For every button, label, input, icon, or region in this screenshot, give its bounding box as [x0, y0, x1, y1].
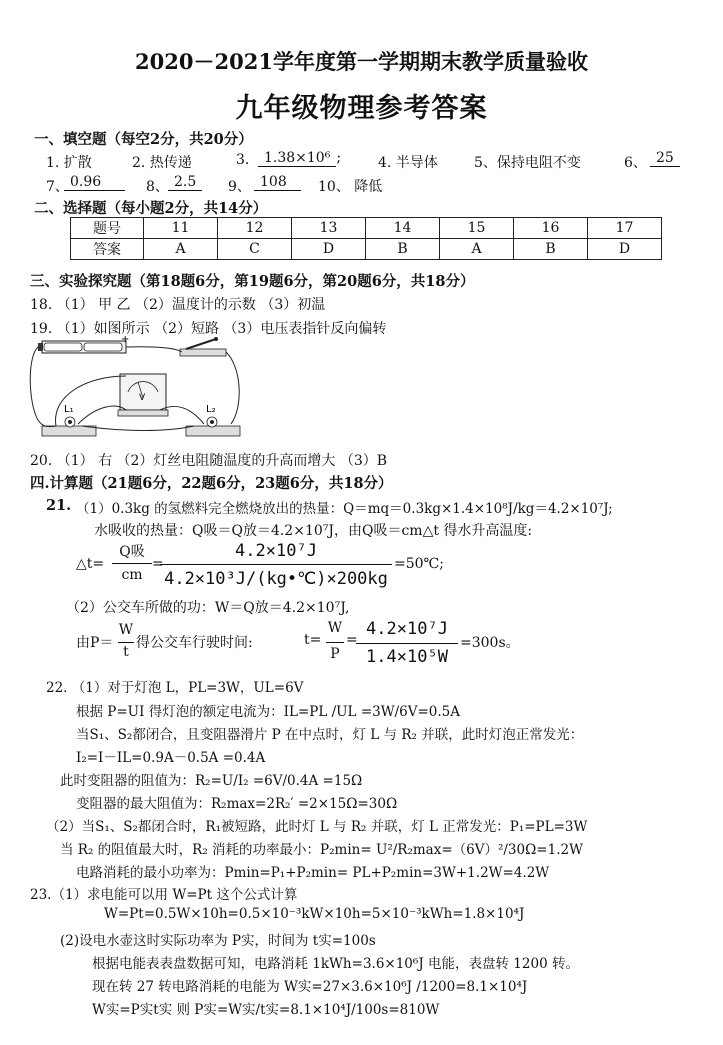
- choice-answer-table: [70, 217, 662, 260]
- table-header-cell: 题号: [71, 218, 144, 239]
- answer-q1: 1. 扩散: [46, 155, 92, 171]
- answer-q4: 4. 半导体: [378, 155, 438, 171]
- table-cell: A: [144, 239, 218, 260]
- answer-q7-value: 0.96: [64, 174, 125, 191]
- q23-line-5: 现在转 27 转电路消耗的电能为 W实=27×3.6×10⁶J /1200=8.1×10⁴J: [92, 979, 528, 995]
- answer-q9-value: 108: [254, 174, 301, 191]
- table-header-cell: 答案: [71, 239, 144, 260]
- fraction-line: [326, 642, 344, 643]
- formula-1-denominator-1: cm: [121, 567, 143, 583]
- switch-icon: [180, 337, 226, 356]
- answer-q7-label: 7、: [46, 179, 69, 195]
- voltmeter-label: V: [139, 393, 146, 403]
- q22-line-3: 当S₁、S₂都闭合，且变阻器滑片 P 在中点时，灯 L 与 R₂ 并联，此时灯泡正常发光：: [76, 727, 584, 743]
- fraction-line: [118, 642, 134, 643]
- q22-line-6: 变阻器的最大阻值为：R₂max=2R₂′ =2×15Ω=30Ω: [76, 796, 398, 812]
- table-cell: D: [292, 239, 366, 260]
- section-heading-choice: 二、选择题（每小题2分，共14分）: [34, 200, 268, 217]
- q23-line-1: 23.（1）求电能可以用 W=Pt 这个公式计算: [30, 887, 298, 903]
- answer-q3-label: 3.: [236, 152, 250, 168]
- table-cell: D: [588, 239, 662, 260]
- lamp-l2-icon: [186, 417, 240, 436]
- formula-delta-t-lhs: △t=: [76, 556, 105, 572]
- q23-line-4: 根据电能表表盘数据可知，电路消耗 1kWh=3.6×10⁶J 电能，表盘转 1200 转。: [92, 956, 579, 972]
- formula-2-text-a: 由P＝: [76, 635, 114, 651]
- answer-q8-value: 2.5: [168, 174, 202, 191]
- formula-2-denominator-3: 1.4×10⁵W: [366, 647, 448, 667]
- formula-2-numerator-2: W: [327, 620, 343, 636]
- fraction-line: [356, 643, 458, 644]
- circuit-diagram: [26, 336, 248, 444]
- answer-q6-label: 6、: [624, 155, 647, 171]
- fraction-line: [160, 564, 392, 565]
- formula-2-denominator-2: P: [330, 646, 340, 662]
- table-row-answers: [71, 239, 662, 260]
- answer-q8-label: 8、: [146, 179, 169, 195]
- table-cell: 11: [144, 218, 218, 239]
- answer-q3: [258, 150, 341, 167]
- section-heading-fill-in: 一、填空题（每空2分，共20分）: [34, 131, 253, 148]
- q21-line-1: （1）0.3kg 的氢燃料完全燃烧放出的热量：Q＝mq＝0.3kg×1.4×10⁸J/kg＝4.2×10⁷J;: [76, 501, 613, 517]
- table-cell: 14: [366, 218, 440, 239]
- answer-q9-label: 9、: [228, 179, 251, 195]
- q23-line-3: (2)设电水壶这时实际功率为 P实，时间为 t实=100s: [60, 933, 376, 949]
- answer-q5: 5、保持电阻不变: [474, 155, 581, 171]
- q22-line-2: 根据 P=UI 得灯泡的额定电流为：IL=PL /UL =3W/6V=0.5A: [76, 704, 461, 720]
- battery-icon: [38, 341, 126, 353]
- formula-2-denominator-1: t: [123, 644, 129, 660]
- formula-2-numerator-3: 4.2×10⁷J: [366, 619, 448, 639]
- formula-2-text-c: t=: [304, 632, 322, 648]
- q22-line-8: 当 R₂ 的阻值最大时，R₂ 消耗的功率最小：P₂min= U²/R₂max=（6V）²/30Ω=1.2W: [60, 842, 583, 858]
- q22-line-5: 此时变阻器的阻值为：R₂=U/I₂ =6V/0.4A =15Ω: [60, 773, 363, 789]
- formula-2-text-b: 得公交车行驶时间:: [136, 635, 253, 651]
- question-21-number: 21.: [46, 497, 72, 514]
- q21-line-2: 水吸收的热量：Q吸＝Q放＝4.2×10⁷J，由Q吸＝cm△t 得水升高温度:: [94, 523, 533, 539]
- formula-1-equals: =: [152, 556, 164, 572]
- table-cell: A: [440, 239, 514, 260]
- answer-q2: 2. 热传递: [132, 155, 192, 171]
- formula-1-result: =50℃;: [394, 556, 444, 572]
- section-heading-calculation: 四.计算题（21题6分，22题6分，23题6分，共18分）: [30, 475, 393, 492]
- table-cell: 16: [514, 218, 588, 239]
- q21-line-3: （2）公交车所做的功：W＝Q放＝4.2×10⁷J,: [66, 600, 350, 616]
- answer-q18: 18. （1） 甲 乙 （2）温度计的示数 （3）初温: [30, 297, 326, 313]
- lamp-l2-label: L₂: [206, 404, 216, 415]
- battery-plus-label: +: [121, 336, 130, 345]
- table-cell: B: [514, 239, 588, 260]
- formula-1-denominator-2: 4.2×10³J/(kg•℃)×200kg: [164, 569, 388, 589]
- table-cell: 12: [218, 218, 292, 239]
- page-title: 2020－2021学年度第一学期期末教学质量验收: [135, 49, 588, 74]
- table-cell: B: [366, 239, 440, 260]
- q22-line-1: 22. （1）对于灯泡 L，PL=3W，UL=6V: [46, 680, 304, 696]
- section-heading-experiment: 三、实验探究题（第18题6分，第19题6分，第20题6分，共18分）: [30, 273, 475, 290]
- table-cell: 13: [292, 218, 366, 239]
- answer-q8: [168, 174, 202, 191]
- answer-q7: [64, 174, 125, 191]
- formula-1-numerator-1: Q吸: [119, 544, 145, 560]
- answer-q9: [254, 174, 301, 191]
- table-cell: C: [218, 239, 292, 260]
- q23-line-2: W=Pt=0.5W×10h=0.5×10⁻³kW×10h=5×10⁻³kWh=1.8×10⁴J: [104, 906, 525, 922]
- page-subtitle: 九年级物理参考答案: [235, 93, 488, 124]
- q22-line-9: 电路消耗的最小功率为：Pmin=P₁+P₂min= PL+P₂min=3W+1.2W=4.2W: [76, 865, 550, 881]
- table-cell: 15: [440, 218, 514, 239]
- fraction-line: [112, 563, 152, 564]
- q22-line-4: I₂=I－IL=0.9A－0.5A =0.4A: [76, 750, 266, 766]
- table-cell: 17: [588, 218, 662, 239]
- table-row-numbers: [71, 218, 662, 239]
- lamp-l1-label: L₁: [64, 404, 74, 415]
- q23-line-6: W实=P实t实 则 P实=W实/t实=8.1×10⁴J/100s=810W: [92, 1002, 440, 1018]
- answer-q19: 19. （1）如图所示 （2）短路 （3）电压表指针反向偏转: [30, 321, 387, 337]
- answer-q10: 10、 降低: [318, 179, 383, 195]
- formula-2-result: =300s。: [460, 635, 520, 651]
- q22-line-7: （2）当S₁、S₂都闭合时，R₁被短路，此时灯 L 与 R₂ 并联，灯 L 正常发光：P₁=PL=3W: [46, 819, 588, 835]
- formula-1-numerator-2: 4.2×10⁷J: [235, 541, 317, 561]
- answer-q3-value: 1.38×10⁶: [258, 150, 336, 167]
- answer-q20: 20. （1） 右 （2）灯丝电阻随温度的升高而增大 （3）B: [30, 453, 388, 469]
- formula-2-numerator-1: W: [118, 622, 134, 638]
- formula-2-equals: =: [346, 632, 358, 648]
- answer-q3-tail: ;: [336, 150, 342, 166]
- answer-q6: [650, 150, 680, 167]
- answer-q6-value: 25: [650, 150, 680, 167]
